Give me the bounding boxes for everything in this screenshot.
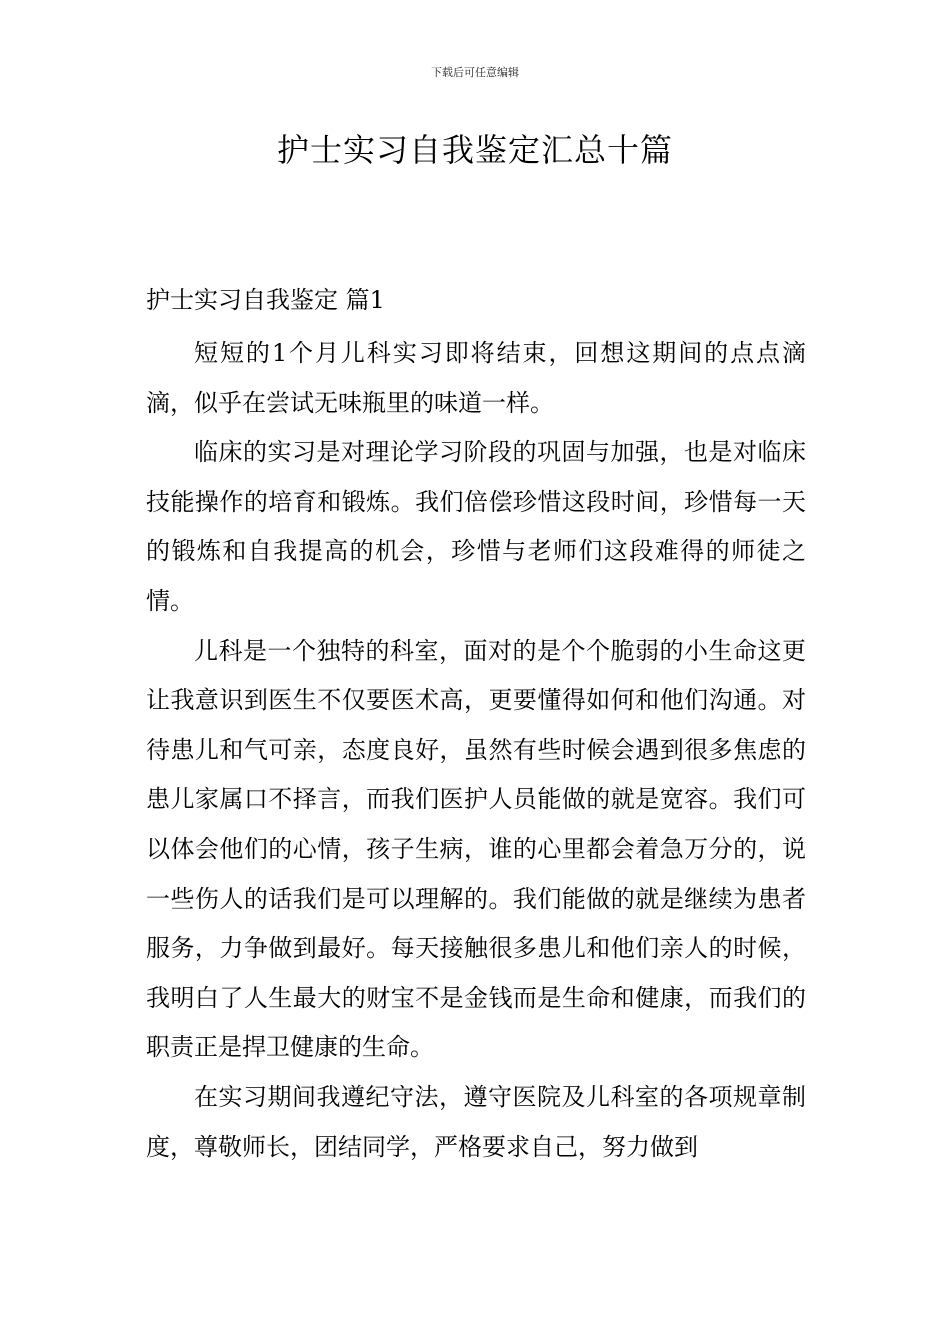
paragraph: 儿科是一个独特的科室，面对的是个个脆弱的小生命这更让我意识到医生不仅要医术高，更要懂得如何和他们沟通。对待患儿和气可亲，态度良好，虽然有些时候会遇到很多焦虑的患儿家属口不择言，而我们医护人员能做的就是宽容。我们可以体会他们的心情，孩子生病，谁的心里都会着急万分的，说一些伤人的话我们是可以理解的。我们能做的就是继续为患者服务，力争做到最好。每天接触很多患儿和他们亲人的时候，我明白了人生最大的财宝不是金钱而是生命和健康，而我们的职责正是捍卫健康的生命。 [146,636,806,1062]
paragraph: 临床的实习是对理论学习阶段的巩固与加强，也是对临床技能操作的培育和锻炼。我们倍偿珍惜这段时间，珍惜每一天的锻炼和自我提高的机会，珍惜与老师们这段难得的师徒之情。 [146,438,806,615]
document-body [146,280,806,1172]
header-note: 下载后可任意编辑 [431,66,519,79]
section-heading: 护士实习自我鉴定 篇1 [146,286,385,314]
paragraph: 短短的1个月儿科实习即将结束，回想这期间的点点滴滴，似乎在尝试无味瓶里的味道一样。 [146,339,806,417]
paragraph: 在实习期间我遵纪守法，遵守医院及儿科室的各项规章制度，尊敬师长，团结同学，严格要求自己，努力做到 [146,1082,806,1161]
document-title: 护士实习自我鉴定汇总十篇 [276,131,673,169]
